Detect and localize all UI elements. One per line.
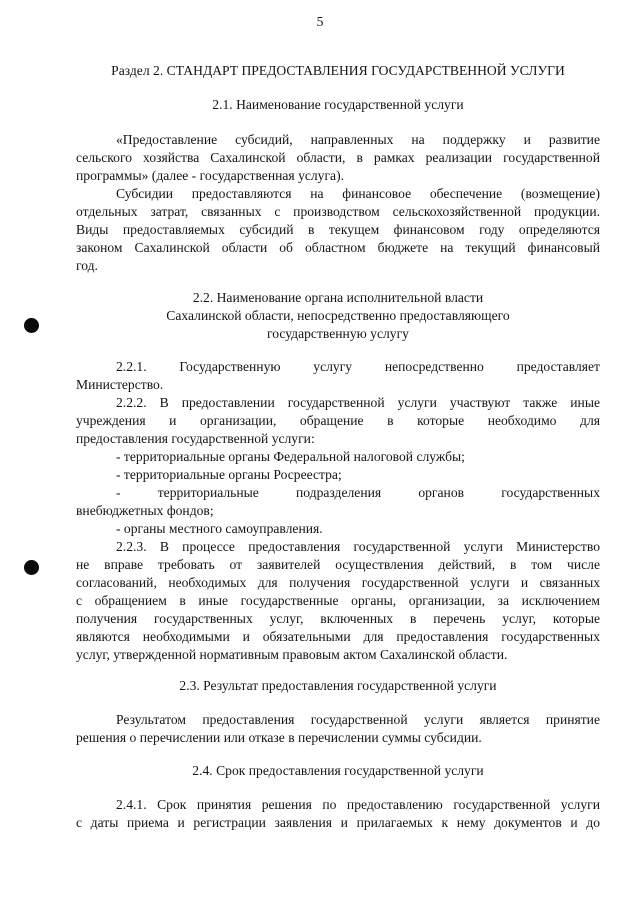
punch-hole-bottom <box>24 560 39 575</box>
paragraph-2-2-3-line: 2.2.3. В процессе предоставления государственной услуги Министерство <box>116 539 600 554</box>
list-item: - территориальные органы Росреестра; <box>116 467 342 482</box>
heading-2-1: 2.1. Наименование государственной услуги <box>212 97 464 112</box>
paragraph-2-1-b-line: отдельных затрат, связанных с производством сельскохозяйственной продукции. <box>76 204 600 219</box>
paragraph-2-2-2-line: 2.2.2. В предоставлении государственной услуги участвуют также иные <box>116 395 600 410</box>
section-title: Раздел 2. СТАНДАРТ ПРЕДОСТАВЛЕНИЯ ГОСУДАРСТВЕННОЙ УСЛУГИ <box>111 63 565 78</box>
paragraph-2-1-a-line: «Предоставление субсидий, направленных на поддержку и развитие <box>116 132 600 147</box>
paragraph-2-2-3-line: не вправе требовать от заявителей осуществления действий, в том числе <box>76 557 600 572</box>
paragraph-2-2-3-line: согласований, необходимых для получения государственной услуги и связанных <box>76 575 600 590</box>
paragraph-2-1-b-line: Виды предоставляемых субсидий в текущем финансовом году определяются <box>76 222 600 237</box>
punch-hole-top <box>24 318 39 333</box>
heading-2-2-line: государственную услугу <box>267 326 409 341</box>
paragraph-2-3-line: решения о перечислении или отказе в перечислении суммы субсидии. <box>76 730 482 745</box>
paragraph-2-2-2-line: учреждения и организации, обращение в которые необходимо для <box>76 413 600 428</box>
list-item: - территориальные органы Федеральной налоговой службы; <box>116 449 465 464</box>
list-item: - территориальные подразделения органов государственных <box>116 485 600 500</box>
heading-2-2-line: 2.2. Наименование органа исполнительной власти <box>192 290 484 305</box>
paragraph-2-4-1-line: 2.4.1. Срок принятия решения по предоставлению государственной услуги <box>116 797 600 812</box>
list-item: внебюджетных фондов; <box>76 503 214 518</box>
heading-2-4: 2.4. Срок предоставления государственной услуги <box>192 763 484 778</box>
paragraph-2-2-3-line: с обращением в иные государственные органы, организации, за исключением <box>76 593 600 608</box>
paragraph-2-2-3-line: услуг, утвержденной нормативным правовым актом Сахалинской области. <box>76 647 508 662</box>
list-item: - органы местного самоуправления. <box>116 521 323 536</box>
paragraph-2-4-1-line: с даты приема и регистрации заявления и прилагаемых к нему документов и до <box>76 815 600 830</box>
paragraph-2-1-b-line: законом Сахалинской области об областном бюджете на текущий финансовый <box>76 240 600 255</box>
paragraph-2-2-3-line: получения государственных услуг, включенных в перечень услуг, которые <box>76 611 600 626</box>
paragraph-2-1-a-line: сельского хозяйства Сахалинской области, в рамках реализации государственной <box>76 150 600 165</box>
page-number: 5 <box>316 14 324 29</box>
paragraph-2-1-b-line: Субсидии предоставляются на финансовое обеспечение (возмещение) <box>116 186 600 201</box>
paragraph-2-1-a-line: программы» (далее - государственная услуга). <box>76 168 345 183</box>
paragraph-2-2-1-line: Министерство. <box>76 377 164 392</box>
paragraph-2-1-b-line: год. <box>76 258 98 273</box>
paragraph-2-2-1-line: 2.2.1. Государственную услугу непосредственно предоставляет <box>116 359 600 374</box>
heading-2-2-line: Сахалинской области, непосредственно предоставляющего <box>166 308 510 323</box>
heading-2-3: 2.3. Результат предоставления государственной услуги <box>179 678 497 693</box>
paragraph-2-2-2-line: предоставления государственной услуги: <box>76 431 315 446</box>
paragraph-2-2-3-line: являются необходимыми и обязательными для предоставления государственных <box>76 629 600 644</box>
paragraph-2-3-line: Результатом предоставления государственной услуги является принятие <box>116 712 600 727</box>
